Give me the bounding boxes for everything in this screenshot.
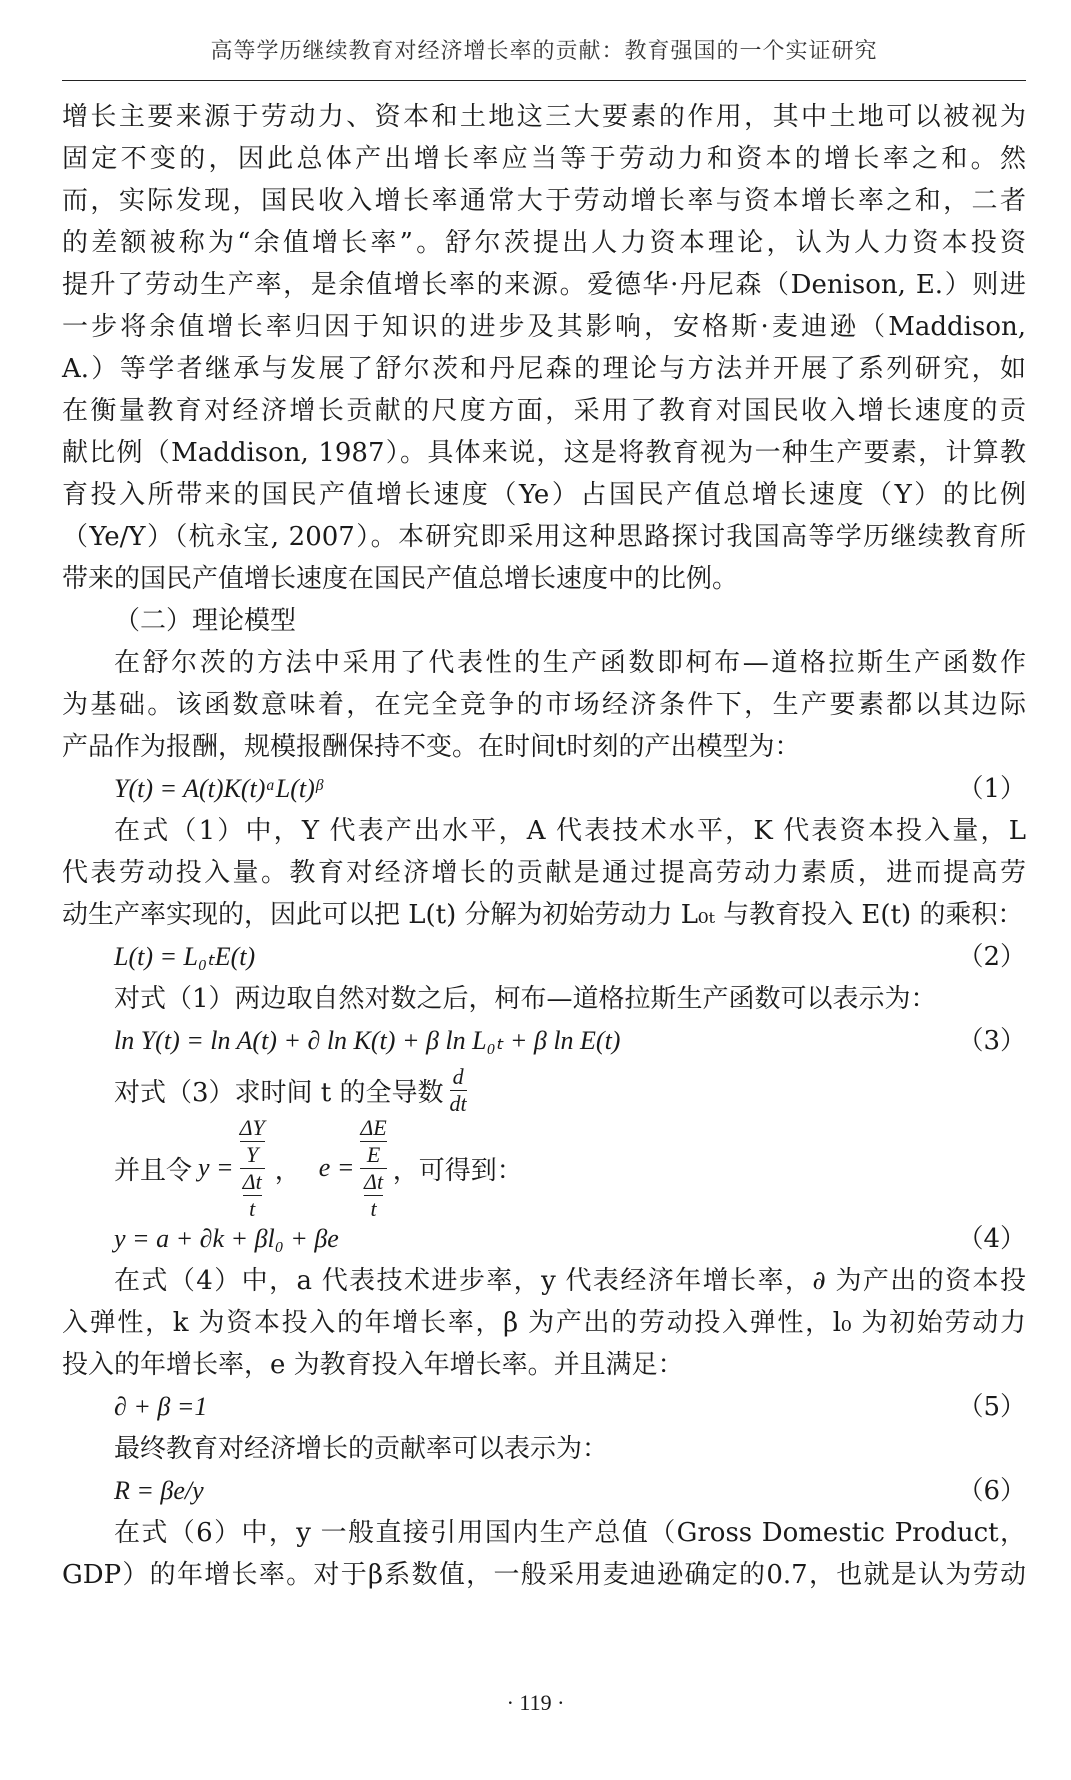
paragraph-line: A.）等学者继承与发展了舒尔茨和丹尼森的理论与方法并开展了系列研究，如 <box>62 354 1026 384</box>
y-label: y = <box>198 1153 234 1182</box>
page-body <box>62 96 1026 1596</box>
ratio-suffix: ，可得到： <box>392 1155 523 1186</box>
e-bottom-fraction <box>364 1168 384 1221</box>
derivative-fraction <box>449 1063 467 1116</box>
equation-1 <box>62 768 1026 810</box>
paragraph-line: 在舒尔茨的方法中采用了代表性的生产函数即柯布—道格拉斯生产函数作 <box>114 648 1026 678</box>
paragraph-line: 的差额被称为“余值增长率”。舒尔茨提出人力资本理论，认为人力资本投资 <box>62 228 1026 258</box>
y-bottom-fraction <box>242 1168 262 1221</box>
y-compound-fraction <box>239 1114 265 1221</box>
paragraph-line: 育投入所带来的国民产值增长速度（Ye）占国民产值总增长速度（Y）的比例 <box>62 480 1026 510</box>
paragraph-line: 提升了劳动生产率，是余值增长率的来源。爱德华·丹尼森（Denison, E.）则进 <box>62 270 1026 300</box>
equation-5 <box>62 1386 1026 1428</box>
paragraph-line: 固定不变的，因此总体产出增长率应当等于劳动力和资本的增长率之和。然 <box>62 144 1026 174</box>
equation-number: （6） <box>957 1476 1026 1506</box>
equation-6 <box>62 1470 1026 1512</box>
equation-4 <box>62 1218 1026 1260</box>
paragraph-line: 在式（6）中，y 一般直接引用国内生产总值（Gross Domestic Product， <box>114 1518 1026 1548</box>
fraction-denominator: Y <box>246 1141 259 1167</box>
equation-3 <box>62 1020 1026 1062</box>
paragraph-line: GDP）的年增长率。对于β系数值，一般采用麦迪逊确定的0.7，也就是认为劳动 <box>62 1560 1026 1590</box>
equation-number: （3） <box>957 1026 1026 1056</box>
paragraph-line: 入弹性，k 为资本投入的年增长率，β 为产出的劳动投入弹性，l₀ 为初始劳动力 <box>62 1308 1026 1338</box>
ratio-separator: ， <box>274 1155 301 1186</box>
page-number: · 119 · <box>506 1690 565 1715</box>
paragraph-line: 动生产率实现的，因此可以把 L(t) 分解为初始劳动力 L₀ₜ 与教育投入 E(t) 的乘积： <box>62 900 1024 930</box>
paragraph-line: 在衡量教育对经济增长贡献的尺度方面，采用了教育对国民收入增长速度的贡 <box>62 396 1026 426</box>
running-header: 高等学历继续教育对经济增长率的贡献：教育强国的一个实证研究 <box>210 39 878 64</box>
paragraph-line: 献比例（Maddison, 1987）。具体来说，这是将教育视为一种生产要素，计算教 <box>62 438 1026 468</box>
equation-2 <box>62 936 1026 978</box>
paragraph-line: 代表劳动投入量。教育对经济增长的贡献是通过提高劳动力素质，进而提高劳 <box>62 858 1026 888</box>
equation-number: （5） <box>957 1392 1026 1422</box>
equation-formula: Y(t) = A(t)K(t)ᵃL(t)ᵝ <box>114 774 323 803</box>
paragraph-line: 在式（4）中，a 代表技术进步率，y 代表经济年增长率，∂ 为产出的资本投 <box>114 1266 1026 1296</box>
fraction-denominator: t <box>370 1195 377 1221</box>
e-top-fraction <box>360 1114 387 1167</box>
equation-number: （1） <box>957 774 1026 804</box>
paragraph-line: 投入的年增长率，e 为教育投入年增长率。并且满足： <box>62 1350 684 1380</box>
equation-number: （4） <box>957 1224 1026 1254</box>
derivative-text: 对式（3）求时间 t 的全导数 <box>114 1077 444 1108</box>
ratio-definition <box>62 1114 1026 1221</box>
equation-formula: y = a + ∂k + βl₀ + βe <box>114 1224 339 1253</box>
y-top-fraction <box>239 1114 265 1167</box>
paragraph-line: 在式（1）中，Y 代表产出水平，A 代表技术水平，K 代表资本投入量，L <box>114 816 1026 846</box>
section-heading: （二）理论模型 <box>114 606 297 636</box>
fraction-denominator: E <box>366 1141 381 1167</box>
equation-number: （2） <box>957 942 1026 972</box>
fraction-numerator: ΔE <box>360 1114 387 1140</box>
paragraph-line: 增长主要来源于劳动力、资本和土地这三大要素的作用，其中土地可以被视为 <box>62 102 1026 132</box>
equation-formula: R = βe/y <box>114 1476 204 1505</box>
fraction-denominator: t <box>249 1195 256 1221</box>
fraction-numerator: d <box>452 1063 464 1089</box>
header-rule <box>62 80 1026 81</box>
paragraph-line: 对式（1）两边取自然对数之后，柯布—道格拉斯生产函数可以表示为： <box>114 984 937 1014</box>
fraction-denominator: dt <box>449 1090 467 1116</box>
equation-formula: L(t) = L₀ₜE(t) <box>114 942 256 971</box>
paragraph-line: 为基础。该函数意味着，在完全竞争的市场经济条件下，生产要素都以其边际 <box>62 690 1026 720</box>
fraction-numerator: Δt <box>364 1168 384 1194</box>
paragraph-line: 一步将余值增长率归因于知识的进步及其影响，安格斯·麦迪逊（Maddison, <box>62 312 1026 342</box>
e-compound-fraction <box>360 1114 387 1221</box>
paragraph-line: 产品作为报酬，规模报酬保持不变。在时间t时刻的产出模型为： <box>62 732 801 762</box>
paragraph-line: （Ye/Y）（杭永宝, 2007）。本研究即采用这种思路探讨我国高等学历继续教育所 <box>62 522 1026 552</box>
equation-formula: ∂ + β =1 <box>114 1392 208 1421</box>
paragraph-line: 最终教育对经济增长的贡献率可以表示为： <box>114 1434 609 1464</box>
equation-formula: ln Y(t) = ln A(t) + ∂ ln K(t) + β ln L₀ₜ + β ln E(t) <box>114 1026 621 1055</box>
fraction-numerator: Δt <box>242 1168 262 1194</box>
paragraph-line: 而，实际发现，国民收入增长率通常大于劳动增长率与资本增长率之和，二者 <box>62 186 1026 216</box>
ratio-prefix: 并且令 <box>114 1155 193 1186</box>
e-label: e = <box>318 1153 355 1182</box>
paragraph-line: 带来的国民产值增长速度在国民产值总增长速度中的比例。 <box>62 564 739 594</box>
fraction-numerator: ΔY <box>239 1114 265 1140</box>
derivative-line <box>62 1062 1026 1118</box>
